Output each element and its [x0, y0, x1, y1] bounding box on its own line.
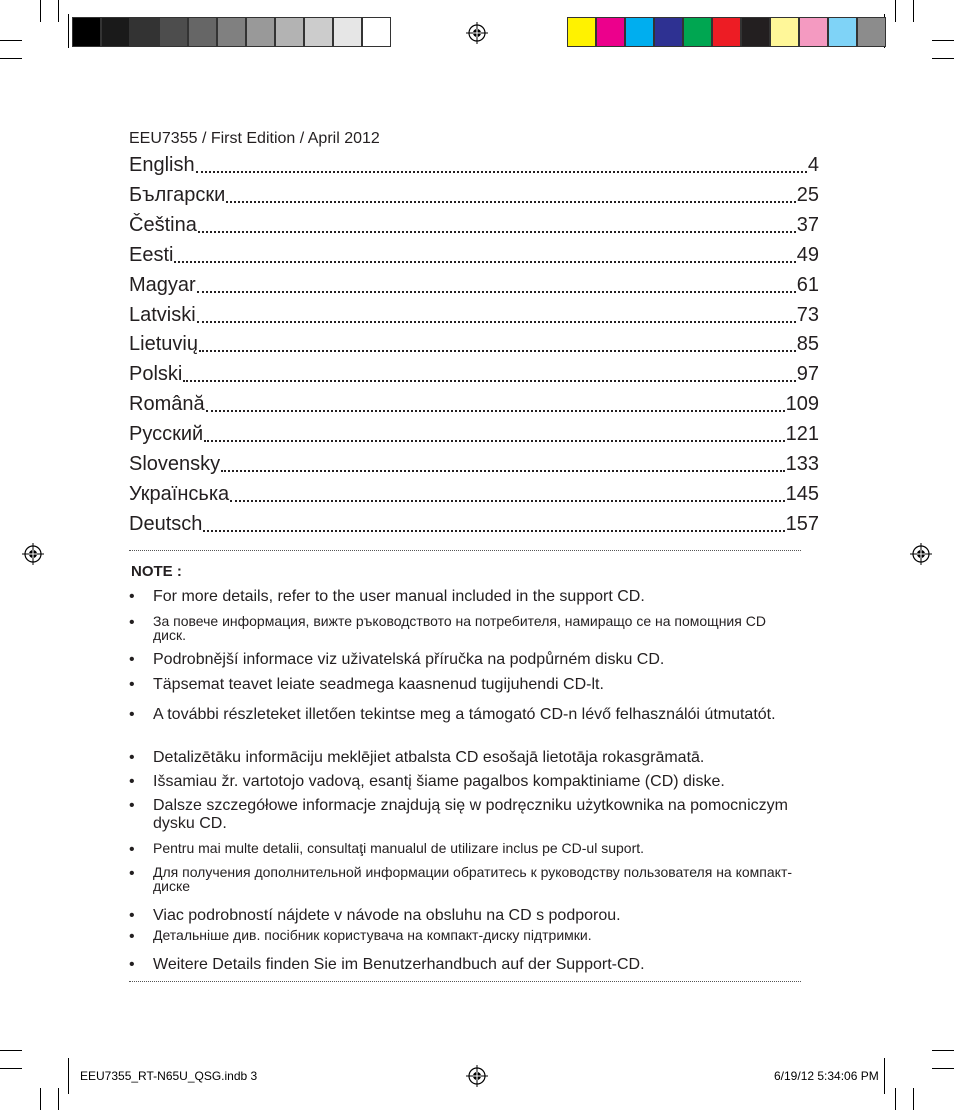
color-swatch: [596, 17, 625, 47]
color-swatch: [101, 17, 130, 47]
registration-mark-icon: [466, 22, 488, 44]
edition-info: EEU7355 / First Edition / April 2012: [129, 130, 380, 147]
note-item: [129, 749, 809, 767]
crop-mark: [68, 1058, 69, 1094]
note-text: Pentru mai multe detalii, consultaţi manualul de utilizare inclus pe CD-ul suport.: [153, 840, 645, 856]
crop-mark: [40, 1088, 41, 1110]
toc-leader-dots: [206, 410, 785, 412]
note-text: Täpsemat teavet leiate seadmega kaasnenud tugijuhendi CD-lt.: [153, 676, 604, 693]
toc-language: Deutsch: [129, 512, 203, 535]
toc-entry[interactable]: [129, 393, 819, 423]
crop-mark: [932, 1050, 954, 1051]
color-swatch: [770, 17, 799, 47]
note-item: [129, 865, 809, 901]
crop-mark: [58, 1088, 59, 1110]
note-item: [129, 797, 809, 833]
footer-timestamp: 6/19/12 5:34:06 PM: [774, 1069, 879, 1083]
toc-page-number: 109: [785, 393, 819, 416]
toc-page-number: 73: [796, 303, 819, 326]
toc-entry[interactable]: [129, 154, 819, 184]
color-swatch: [741, 17, 770, 47]
bullet-icon: •: [129, 706, 135, 723]
color-swatch: [567, 17, 596, 47]
toc-entry[interactable]: [129, 423, 819, 453]
toc-leader-dots: [196, 171, 807, 173]
note-item: [129, 907, 809, 925]
note-text: Detalizētāku informāciju meklējiet atbalsta CD esošajā lietotāja rokasgrāmatā.: [153, 749, 705, 766]
note-item: [129, 956, 809, 974]
divider: [129, 550, 801, 551]
color-swatch: [683, 17, 712, 47]
crop-mark: [895, 0, 896, 22]
color-swatch: [625, 17, 654, 47]
color-swatch: [217, 17, 246, 47]
divider: [129, 981, 801, 982]
note-item: [129, 651, 809, 669]
color-swatch: [246, 17, 275, 47]
crop-mark: [58, 0, 59, 22]
toc-page-number: 145: [785, 482, 819, 505]
color-swatch: [188, 17, 217, 47]
toc-entry[interactable]: [129, 333, 819, 363]
toc-language: Українська: [129, 482, 230, 505]
note-item: [129, 773, 809, 791]
note-text: Išsamiau žr. vartotojo vadovą, esantį šiame pagalbos kompaktiniame (CD) diske.: [153, 773, 725, 790]
note-text: Podrobnější informace viz uživatelská příručka na podpůrném disku CD.: [153, 651, 665, 668]
bullet-icon: •: [129, 614, 135, 631]
toc-leader-dots: [204, 440, 784, 442]
registration-mark-icon: [22, 543, 44, 565]
registration-mark-icon: [910, 543, 932, 565]
note-text: Dalsze szczegółowe informacje znajdują się w podręczniku użytkownika na pomocniczym dysku CD.: [153, 797, 788, 832]
bullet-icon: •: [129, 865, 135, 882]
toc-page-number: 97: [796, 363, 819, 386]
toc-entry[interactable]: [129, 513, 819, 543]
toc-language: Български: [129, 183, 226, 206]
bullet-icon: •: [129, 907, 135, 924]
note-text: Детальніше див. посібник користувача на компакт-диску підтримки.: [153, 927, 592, 943]
toc-language: Română: [129, 393, 205, 416]
toc-entry[interactable]: [129, 184, 819, 214]
color-swatch: [712, 17, 741, 47]
note-title: NOTE :: [131, 563, 182, 580]
toc-leader-dots: [174, 261, 795, 263]
color-swatch: [304, 17, 333, 47]
toc-page-number: 85: [796, 333, 819, 356]
note-text: A további részleteket illetően tekintse meg a támogató CD-n lévő felhasználói útmutatót.: [153, 706, 776, 723]
bullet-icon: •: [129, 676, 135, 693]
crop-mark: [895, 1088, 896, 1110]
bullet-icon: •: [129, 956, 135, 973]
toc-entry[interactable]: [129, 214, 819, 244]
toc-page-number: 25: [796, 183, 819, 206]
note-text: Для получения дополнительной информации обратитесь к руководству пользователя на компакт-диске: [153, 864, 793, 894]
toc-language: Latviski: [129, 303, 196, 326]
toc-leader-dots: [197, 321, 796, 323]
toc-leader-dots: [221, 470, 784, 472]
note-text: Viac podrobností nájdete v návode na obsluhu na CD s podporou.: [153, 907, 621, 924]
toc-page-number: 4: [807, 154, 819, 176]
toc-leader-dots: [198, 231, 796, 233]
color-swatch: [159, 17, 188, 47]
toc-language: Polski: [129, 363, 183, 386]
note-text: For more details, refer to the user manual included in the support CD.: [153, 588, 645, 605]
toc-page-number: 121: [785, 423, 819, 446]
bullet-icon: •: [129, 773, 135, 790]
bullet-icon: •: [129, 928, 135, 945]
note-item: [129, 706, 809, 742]
registration-mark-icon: [466, 1065, 488, 1087]
toc-entry[interactable]: [129, 304, 819, 334]
crop-mark: [913, 1088, 914, 1110]
toc-leader-dots: [203, 530, 784, 532]
bullet-icon: •: [129, 651, 135, 668]
crop-mark: [884, 1058, 885, 1094]
toc-entry[interactable]: [129, 453, 819, 483]
bullet-icon: •: [129, 797, 135, 814]
bullet-icon: •: [129, 588, 135, 605]
crop-mark: [0, 1050, 22, 1051]
note-item: [129, 928, 809, 946]
toc-page-number: 49: [796, 243, 819, 266]
toc-page-number: 61: [796, 273, 819, 296]
color-swatch: [72, 17, 101, 47]
color-swatch: [654, 17, 683, 47]
toc-entry[interactable]: [129, 244, 819, 274]
note-text: Weitere Details finden Sie im Benutzerhandbuch auf der Support-CD.: [153, 956, 645, 973]
toc-leader-dots: [183, 380, 795, 382]
note-item: [129, 841, 809, 859]
toc-entry[interactable]: [129, 274, 819, 304]
toc-language: English: [129, 154, 195, 176]
crop-mark: [932, 58, 954, 59]
toc-entry[interactable]: [129, 483, 819, 513]
toc-language: Русский: [129, 423, 204, 446]
color-swatch: [130, 17, 159, 47]
crop-mark: [913, 0, 914, 22]
color-swatch: [857, 17, 886, 47]
toc-language: Magyar: [129, 273, 196, 296]
crop-mark: [40, 0, 41, 22]
toc-leader-dots: [199, 350, 796, 352]
bullet-icon: •: [129, 841, 135, 858]
color-swatch: [799, 17, 828, 47]
crop-mark: [932, 1068, 954, 1069]
crop-mark: [0, 1068, 22, 1069]
toc-language: Čeština: [129, 213, 197, 236]
toc-entry[interactable]: [129, 363, 819, 393]
crop-mark: [0, 58, 22, 59]
crop-mark: [0, 40, 22, 41]
note-text: За повече информация, вижте ръководството на потребителя, намиращо се на помощния CD диск.: [153, 613, 766, 643]
toc-language: Lietuvių: [129, 333, 198, 356]
color-swatch: [362, 17, 391, 47]
color-swatch: [333, 17, 362, 47]
footer-filename: EEU7355_RT-N65U_QSG.indb 3: [80, 1069, 258, 1083]
note-item: [129, 676, 809, 694]
toc-language: Eesti: [129, 243, 174, 266]
note-item: [129, 614, 809, 642]
toc-page-number: 133: [785, 453, 819, 475]
color-swatch: [828, 17, 857, 47]
toc-leader-dots: [230, 500, 784, 502]
toc-page-number: 157: [785, 512, 819, 535]
toc-language: Slovensky: [129, 453, 221, 475]
toc-leader-dots: [197, 291, 796, 293]
crop-mark: [68, 14, 69, 48]
toc-page-number: 37: [796, 213, 819, 236]
note-item: [129, 588, 809, 606]
crop-mark: [932, 40, 954, 41]
bullet-icon: •: [129, 749, 135, 766]
color-swatch: [275, 17, 304, 47]
toc-leader-dots: [226, 201, 795, 203]
